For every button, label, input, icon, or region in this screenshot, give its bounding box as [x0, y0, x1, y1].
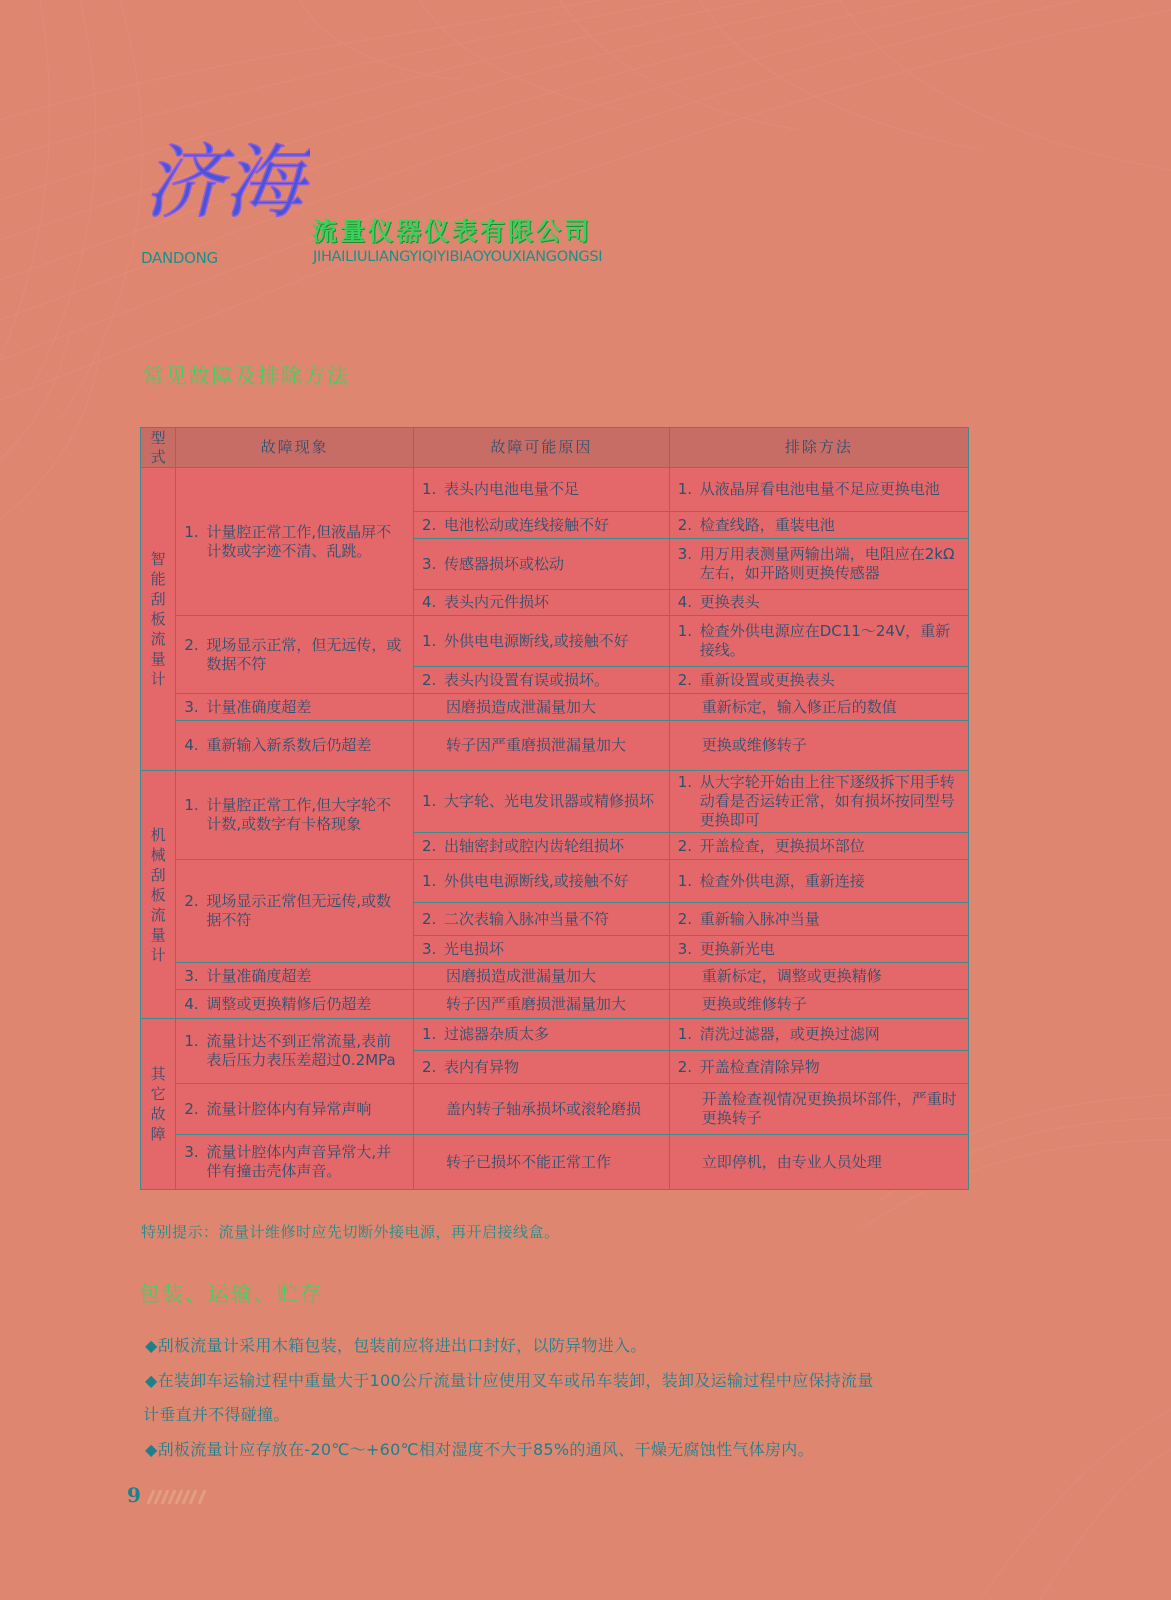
fix — [678, 837, 960, 856]
item-number: 1. — [421, 631, 437, 650]
item-number: 1. — [421, 792, 437, 810]
item-text: 二次表输入脉冲当量不符 — [443, 909, 609, 928]
cause-cell: 转子已损坏不能正常工作 — [413, 1135, 669, 1190]
item-text: 流量计腔体内声音异常大,并伴有撞击壳体声音。 — [206, 1143, 392, 1180]
fix-cell: 重新标定，输入修正后的数值 — [669, 694, 968, 721]
fix-cell — [669, 1051, 968, 1084]
item-number: 3. — [184, 966, 199, 985]
symptom — [184, 995, 405, 1014]
fix — [678, 516, 960, 535]
item-text: 光电损坏 — [443, 939, 504, 958]
fix-cell — [669, 771, 968, 833]
symptom — [184, 1100, 405, 1119]
item-number: 1. — [421, 871, 437, 890]
item-text: 计量腔正常工作,但液晶屏不计数或字迹不清、乱跳。 — [206, 522, 392, 560]
item-number: 3. — [677, 939, 693, 958]
cause — [422, 1058, 661, 1077]
item-number: 2. — [677, 515, 693, 534]
item-text: 开盖检查，更换损坏部位 — [699, 836, 865, 855]
symptom-cell — [176, 990, 414, 1019]
item-number: 3. — [421, 554, 437, 573]
table-row — [141, 963, 969, 990]
cause-cell — [413, 468, 669, 512]
company-name-cn: 流量仪器仪表有限公司 — [312, 217, 593, 246]
type-cell — [141, 1019, 176, 1190]
cause-cell: 转子因严重磨损泄漏量加大 — [413, 721, 669, 771]
fix-cell — [669, 539, 968, 590]
symptom-cell — [176, 721, 414, 771]
item-text: 检查线路，重装电池 — [699, 515, 835, 534]
item-number: 3. — [184, 1143, 199, 1161]
table-row — [141, 1135, 969, 1190]
item-number: 1. — [184, 522, 199, 541]
cause-cell: 因磨损造成泄漏量加大 — [413, 963, 669, 990]
type-label: 智能刮板流量计 — [150, 550, 166, 688]
cause — [422, 671, 661, 690]
item-text: 大字轮、光电发讯器或精修损坏 — [443, 792, 654, 810]
item-number: 2. — [421, 515, 437, 534]
cause — [422, 940, 661, 959]
fix-cell — [669, 1019, 968, 1051]
symptom-cell — [176, 1019, 414, 1084]
fix — [678, 773, 960, 830]
cause-cell — [413, 833, 669, 860]
item-number: 2. — [184, 892, 199, 910]
item-text: 表头内元件损坏 — [443, 593, 549, 611]
fix-cell — [669, 468, 968, 512]
table-row — [141, 1084, 969, 1135]
item-number: 2. — [184, 635, 199, 654]
item-number: 4. — [421, 593, 437, 611]
item-number: 1. — [677, 1025, 693, 1043]
type-cell — [141, 468, 176, 771]
symptom — [184, 636, 405, 674]
item-text: 从液晶屏看电池电量不足应更换电池 — [699, 480, 940, 498]
cause-cell — [413, 590, 669, 616]
item-text: 从大字轮开始由上往下逐级拆下用手转动看是否运转正常，如有损坏按同型号更换即可 — [699, 773, 955, 829]
item-text: 外供电电源断线,或接触不好 — [443, 631, 629, 650]
item-text: 表头内电池电量不足 — [443, 480, 579, 498]
header-symptom: 故障现象 — [176, 428, 414, 468]
cause — [422, 555, 661, 574]
item-number: 2. — [677, 909, 693, 928]
table-row — [141, 771, 969, 833]
symptom — [184, 736, 405, 755]
table-row — [141, 990, 969, 1019]
item-text: 流量计达不到正常流量,表前表后压力表压差超过0.2MPa — [206, 1032, 396, 1069]
item-number: 2. — [421, 836, 437, 855]
item-number: 1. — [184, 796, 199, 814]
symptom-cell — [176, 860, 414, 963]
type-cell — [141, 771, 176, 1019]
table-row — [141, 694, 969, 721]
item-text: 调整或更换精修后仍超差 — [206, 994, 372, 1013]
item-number: 1. — [677, 480, 693, 498]
fix-cell — [669, 860, 968, 903]
symptom-cell — [176, 694, 414, 721]
item-text: 过滤器杂质太多 — [443, 1025, 549, 1043]
cause — [422, 516, 661, 535]
item-text: 计量准确度超差 — [206, 966, 312, 985]
symptom — [184, 796, 405, 834]
item-text: 现场显示正常，但无远传，或数据不符 — [206, 635, 402, 673]
table-header-row — [141, 428, 969, 468]
symptom — [184, 892, 405, 930]
symptom-cell — [176, 468, 414, 616]
cause-cell — [413, 1051, 669, 1084]
cause — [422, 632, 661, 651]
item-number: 1. — [184, 1032, 199, 1050]
header-fix: 排除方法 — [669, 428, 968, 468]
cause — [422, 872, 661, 891]
item-text: 电池松动或连线接触不好 — [443, 515, 609, 534]
item-number: 1. — [677, 871, 693, 890]
item-number: 4. — [677, 593, 693, 611]
item-text: 计量腔正常工作,但大字轮不计数,或数字有卡格现象 — [206, 796, 392, 833]
symptom — [184, 1143, 405, 1181]
fix-cell — [669, 590, 968, 616]
item-text: 更换新光电 — [699, 939, 775, 958]
symptom-cell — [176, 1135, 414, 1190]
item-text: 重新输入脉冲当量 — [699, 909, 820, 928]
item-number: 2. — [677, 670, 693, 689]
item-text: 检查外供电源应在DC11～24V，重新接线。 — [699, 622, 951, 659]
type-label: 机械刮板流量计 — [150, 825, 166, 964]
cause-cell: 盖内转子轴承损坏或滚轮磨损 — [413, 1084, 669, 1135]
transport-paragraph: ◆在装卸车运输过程中重量大于100公斤流量计应使用叉车或吊车装卸，装卸及运输过程中应保持流量 — [145, 1371, 874, 1390]
cause-cell — [413, 903, 669, 936]
type-label: 其它故障 — [150, 1065, 166, 1143]
fix — [678, 872, 960, 891]
special-tip: 特别提示：流量计维修时应先切断外接电源，再开启接线盒。 — [141, 1223, 560, 1241]
symptom — [184, 1032, 405, 1070]
item-text: 更换表头 — [699, 593, 760, 611]
item-text: 计量准确度超差 — [206, 697, 312, 716]
item-text: 重新设置或更换表头 — [699, 670, 835, 689]
table-row — [141, 860, 969, 903]
item-number: 1. — [421, 480, 437, 498]
cause-cell — [413, 539, 669, 590]
symptom-cell — [176, 616, 414, 694]
item-number: 3. — [184, 697, 199, 716]
item-text: 用万用表测量两输出端，电阻应在2kΩ左右，如开路则更换传感器 — [699, 545, 955, 582]
item-text: 检查外供电源，重新连接 — [699, 871, 865, 890]
item-text: 开盖检查清除异物 — [699, 1057, 820, 1076]
symptom-cell — [176, 771, 414, 860]
fix-cell: 立即停机，由专业人员处理 — [669, 1135, 968, 1190]
symptom — [184, 523, 405, 561]
cause-cell — [413, 616, 669, 667]
fix — [678, 480, 960, 499]
item-number: 4. — [184, 736, 199, 754]
fix-cell: 更换或维修转子 — [669, 990, 968, 1019]
svg-text:济海: 济海 — [144, 136, 304, 229]
item-number: 1. — [677, 773, 693, 791]
item-text: 表头内设置有误或损坏。 — [443, 670, 609, 689]
item-number: 3. — [421, 939, 437, 958]
cause-cell — [413, 667, 669, 694]
fault-table — [140, 427, 969, 1190]
fix-cell — [669, 512, 968, 539]
fix-cell: 重新标定，调整或更换精修 — [669, 963, 968, 990]
cause — [422, 910, 661, 929]
packaging-paragraph: ◆刮板流量计采用木箱包装，包装前应将进出口封好，以防异物进入。 — [145, 1336, 647, 1355]
fix-cell: 开盖检查视情况更换损坏部件，严重时更换转子 — [669, 1084, 968, 1135]
header-cause: 故障可能原因 — [413, 428, 669, 468]
item-number: 2. — [421, 670, 437, 689]
page-number: 9 — [127, 1483, 141, 1507]
fix — [678, 622, 960, 660]
item-text: 出轴密封或腔内齿轮组损坏 — [443, 836, 624, 855]
fix-cell — [669, 667, 968, 694]
cause-cell — [413, 860, 669, 903]
item-text: 表内有异物 — [443, 1057, 519, 1076]
symptom-cell — [176, 963, 414, 990]
table-row — [141, 721, 969, 771]
fix — [678, 545, 960, 583]
item-text: 外供电电源断线,或接触不好 — [443, 871, 629, 890]
symptom — [184, 967, 405, 986]
cause-cell: 转子因严重磨损泄漏量加大 — [413, 990, 669, 1019]
cause — [422, 593, 661, 612]
item-text: 清洗过滤器，或更换过滤网 — [699, 1025, 880, 1043]
item-number: 2. — [677, 1057, 693, 1076]
item-number: 1. — [421, 1025, 437, 1043]
cause-cell — [413, 771, 669, 833]
fix-cell — [669, 833, 968, 860]
cause-cell — [413, 936, 669, 963]
item-text: 传感器损坏或松动 — [443, 554, 564, 573]
table-row — [141, 1019, 969, 1051]
cause-cell: 因磨损造成泄漏量加大 — [413, 694, 669, 721]
item-number: 2. — [421, 1057, 437, 1076]
fix-cell — [669, 903, 968, 936]
brand-english: DANDONG — [141, 249, 218, 267]
item-number: 2. — [421, 909, 437, 928]
cause-cell — [413, 1019, 669, 1051]
fix — [678, 1058, 960, 1077]
header-type: 型式 — [141, 428, 176, 468]
fix-cell — [669, 936, 968, 963]
cause — [422, 792, 661, 811]
fix-cell: 更换或维修转子 — [669, 721, 968, 771]
page-number-stripe — [146, 1490, 210, 1504]
item-number: 4. — [184, 994, 199, 1013]
item-number: 1. — [677, 622, 693, 640]
item-text: 流量计腔体内有异常声响 — [206, 1099, 372, 1118]
transport-paragraph-cont: 计垂直并不得碰撞。 — [143, 1405, 290, 1424]
symptom — [184, 698, 405, 717]
fix — [678, 1025, 960, 1044]
fix — [678, 910, 960, 929]
cause-cell — [413, 512, 669, 539]
item-text: 现场显示正常但无远传,或数据不符 — [206, 892, 392, 929]
section-title-faults: 常见故障及排除方法 — [143, 364, 350, 388]
company-name-pinyin: JIHAILIULIANGYIQIYIBIAOYOUXIANGONGSI — [313, 249, 603, 265]
table-row — [141, 468, 969, 512]
item-number: 3. — [677, 545, 693, 563]
symptom-cell — [176, 1084, 414, 1135]
fix-cell — [669, 616, 968, 667]
table-row — [141, 616, 969, 667]
item-text: 重新输入新系数后仍超差 — [206, 736, 372, 754]
fix — [678, 940, 960, 959]
storage-paragraph: ◆刮板流量计应存放在-20℃～+60℃相对湿度不大于85%的通风、干燥无腐蚀性气体房内。 — [145, 1440, 814, 1459]
cause — [422, 837, 661, 856]
cause — [422, 1025, 661, 1044]
cause — [422, 480, 661, 499]
section-title-packaging: 包装、运输、贮存 — [139, 1282, 323, 1306]
fix — [678, 593, 960, 612]
fix — [678, 671, 960, 690]
item-number: 2. — [184, 1099, 199, 1118]
item-number: 2. — [677, 836, 693, 855]
